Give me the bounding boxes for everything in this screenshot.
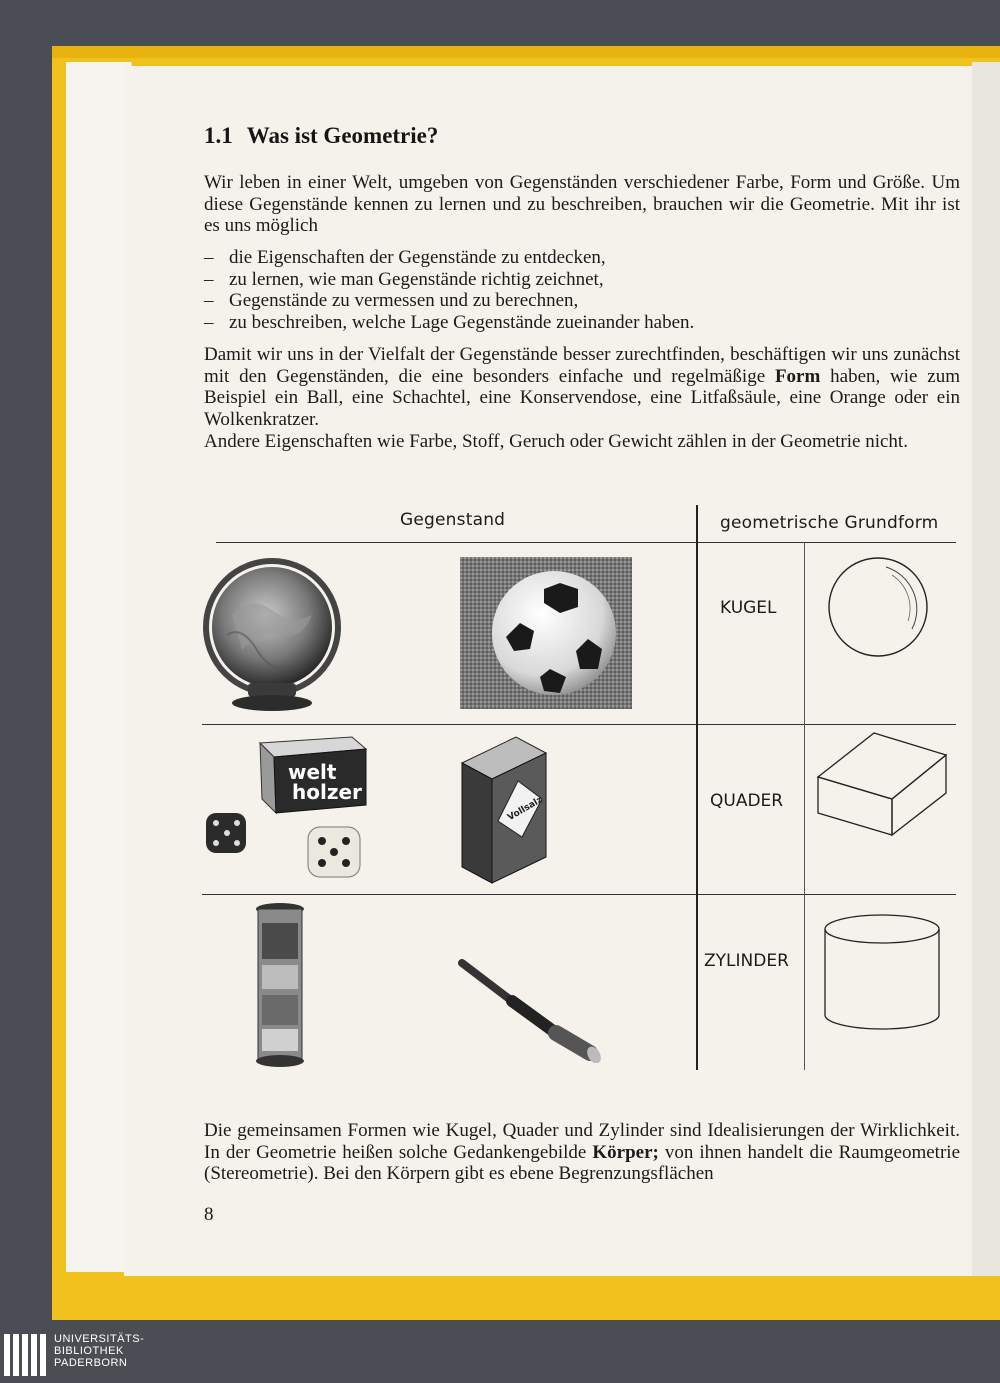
dark-die-photo: [202, 809, 252, 857]
header-rule: [216, 542, 956, 543]
library-name: UNIVERSITÄTS- BIBLIOTHEK PADERBORN: [54, 1333, 145, 1369]
advertising-column-photo: [252, 901, 308, 1069]
bodies-paragraph: Die gemeinsamen Formen wie Kugel, Quader und Zylinder sind Idealisierungen der Wirklichkeit. In der Geometrie heißen solche Gedankengebilde Körper; von ihnen handelt die Raumgeometrie (Stereometrie). Bei den Körpern gibt es ebene Begrenzungsflächen: [204, 1120, 960, 1184]
row-divider: [202, 724, 956, 725]
ability-list: [204, 247, 960, 333]
form-paragraph: Damit wir uns in der Vielfalt der Gegenstände besser zurechtfinden, beschäftigen wir uns zunächst mit den Gegenständen, die eine besonders einfache und regelmäßige Form haben, wie zum Beispiel ein Ball, eine Schachtel, eine Konservendose, eine Litfaßsäule, eine Orange oder ein Wolkenkratzer.: [204, 344, 960, 430]
intro-paragraph: Wir leben in einer Welt, umgeben von Gegenständen verschiedener Farbe, Form und Größe. Um diese Gegenstände kennen zu lernen und zu beschreiben, brauchen wir die Geometrie. Mit ihr ist es uns möglich: [204, 172, 960, 236]
section-heading: [204, 123, 438, 149]
column-header-shape: geometrische Grundform: [720, 513, 939, 533]
library-footer: [0, 1330, 1000, 1383]
salt-box-photo: [458, 733, 550, 885]
section-number: 1.1: [204, 123, 233, 148]
page-edge-right: [972, 62, 1000, 1276]
term-form: Form: [774, 365, 821, 387]
salt-box-text: Vollsalz: [506, 795, 545, 824]
row-divider: [202, 894, 956, 895]
cuboid-drawing: [814, 729, 950, 841]
column-header-object: Gegenstand: [400, 510, 506, 530]
inner-divider: [804, 542, 805, 1070]
section-title: Was ist Geometrie?: [246, 123, 439, 148]
telescope-photo: [452, 953, 602, 1063]
matchbox-photo: [252, 733, 372, 817]
label-kugel: KUGEL: [720, 598, 777, 618]
term-koerper: Körper;: [592, 1141, 659, 1163]
page-edge-left: [66, 62, 132, 1272]
label-quader: QUADER: [710, 791, 784, 811]
label-zylinder: ZYLINDER: [704, 951, 789, 971]
column-divider: [696, 505, 698, 1070]
list-item: – die Eigenschaften der Gegenstände zu entdecken,: [204, 247, 606, 268]
shape-figure: [200, 505, 960, 1075]
sphere-drawing: [826, 555, 930, 659]
list-item: – Gegenstände zu vermessen und zu berechnen,: [204, 290, 579, 311]
globe-photo: [202, 555, 342, 713]
light-die-photo: [304, 823, 366, 881]
list-item: – zu lernen, wie man Gegenstände richtig zeichnet,: [204, 268, 604, 290]
properties-paragraph: Andere Eigenschaften wie Farbe, Stoff, Geruch oder Gewicht zählen in der Geometrie nicht.: [204, 431, 908, 452]
list-item: – zu beschreiben, welche Lage Gegenstände zueinander haben.: [204, 311, 695, 333]
library-logo-icon: [4, 1334, 46, 1376]
page-number: 8: [204, 1204, 214, 1225]
matchbox-text-holzer: holzer: [292, 780, 362, 804]
football-photo: [460, 557, 632, 709]
cylinder-drawing: [820, 911, 944, 1035]
matchbox-text-welt: welt: [288, 760, 337, 784]
